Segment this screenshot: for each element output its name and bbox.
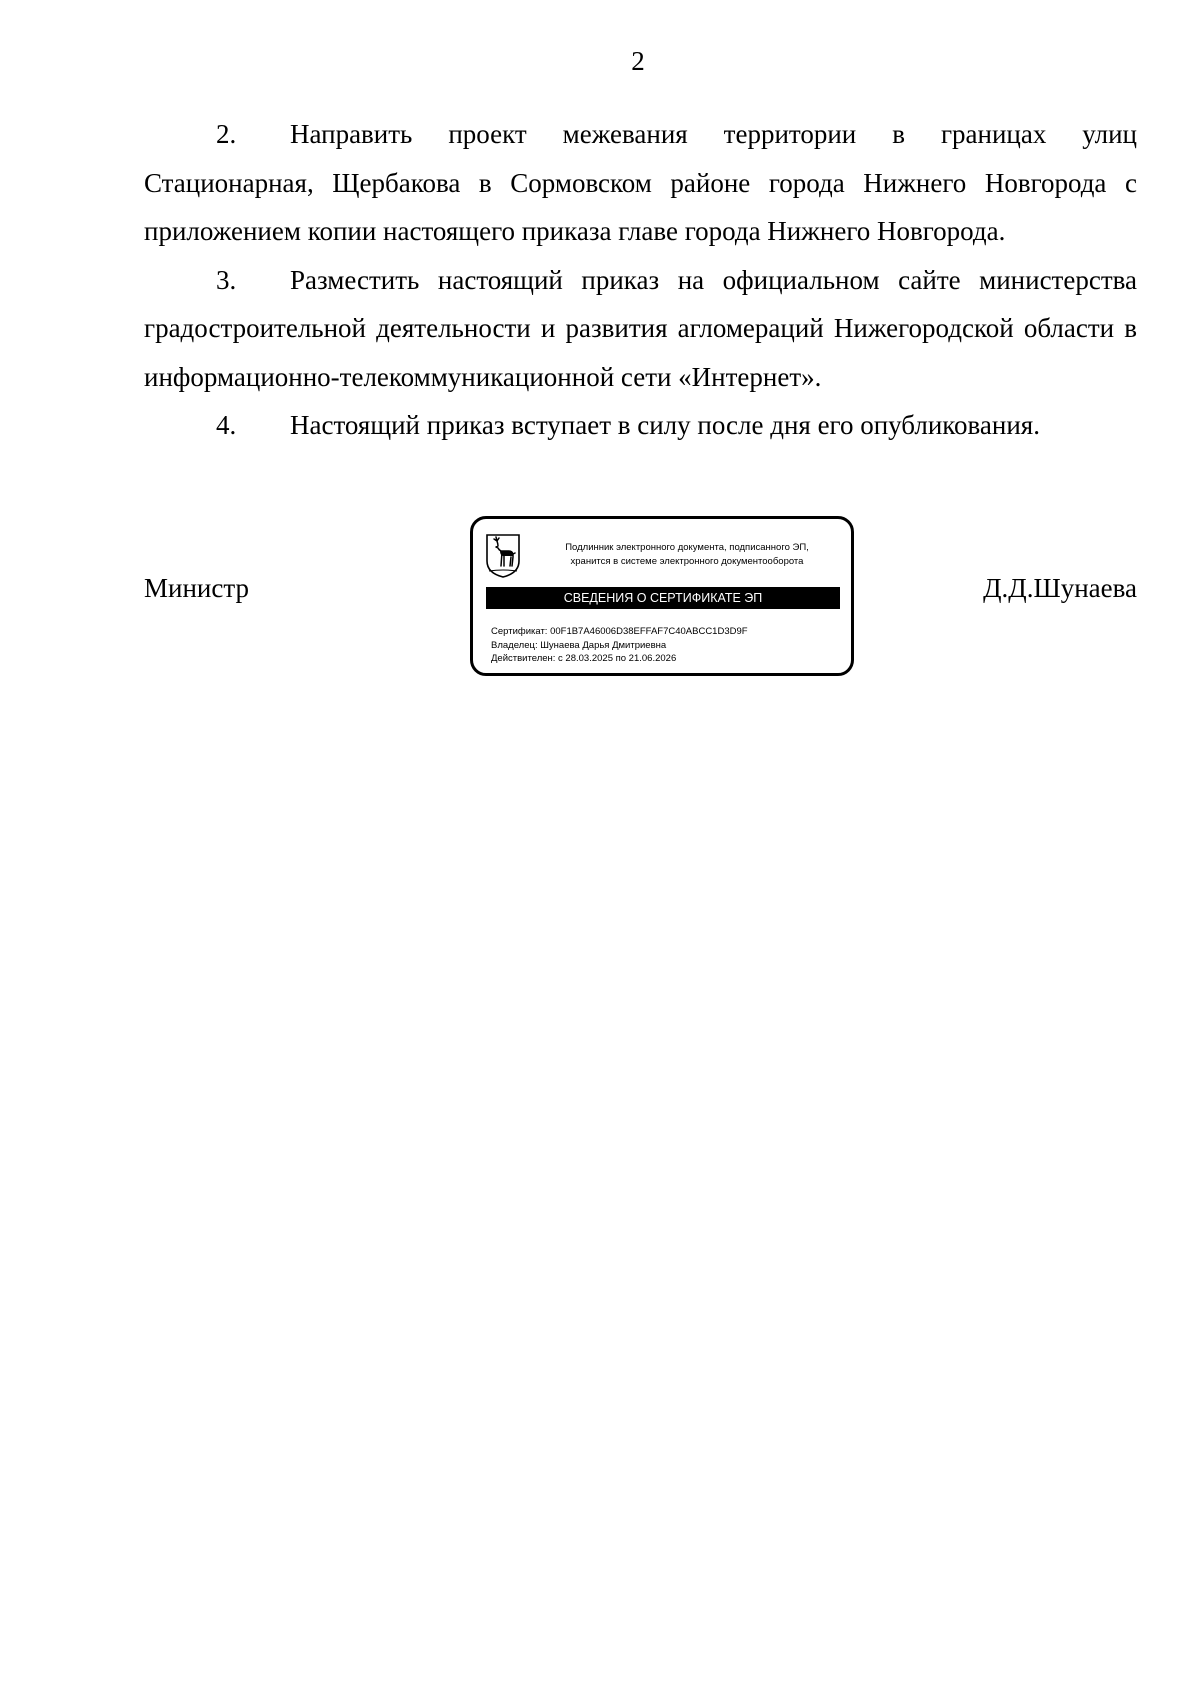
paragraph-2 — [144, 110, 1137, 256]
stamp-header — [529, 541, 845, 569]
page-number: 2 — [631, 46, 645, 76]
signer-position: Министр — [144, 573, 249, 603]
certificate-details — [491, 625, 748, 666]
electronic-signature-stamp — [470, 516, 854, 676]
stamp-header-line: хранится в системе электронного документооборота — [570, 556, 804, 567]
certificate-validity: Действителен: с 28.03.2025 по 21.06.2026 — [491, 653, 677, 664]
certificate-number: Сертификат: 00F1B7A46006D38EFFAF7C40ABCC1D3D9F — [491, 626, 748, 637]
deer-coat-of-arms-icon — [485, 533, 521, 579]
certificate-owner: Владелец: Шунаева Дарья Дмитриевна — [491, 639, 667, 651]
paragraph-text: Разместить настоящий приказ на официальном сайте министерства градостроительной деятельности и развития агломераций Нижегородской области в информационно-телекоммуникационной сети «Интернет». — [144, 264, 1137, 392]
paragraph-number: 4. — [216, 410, 237, 440]
paragraph-number: 2. — [216, 119, 237, 149]
signer-name: Д.Д.Шунаева — [983, 573, 1137, 603]
paragraph-text: Настоящий приказ вступает в силу после дня его опубликования. — [290, 410, 1040, 440]
paragraph-number: 3. — [216, 264, 237, 295]
stamp-header-line: Подлинник электронного документа, подписанного ЭП, — [565, 542, 809, 553]
paragraph-3 — [144, 256, 1137, 402]
paragraph-4 — [144, 401, 1137, 450]
certificate-title-bar: СВЕДЕНИЯ О СЕРТИФИКАТЕ ЭП — [486, 587, 840, 609]
document-body — [144, 110, 1137, 450]
paragraph-text: Направить проект межевания территории в границах улиц Стационарная, Щербакова в Сормовском районе города Нижнего Новгорода с приложением копии настоящего приказа главе города Нижнего Новгорода. — [144, 119, 1137, 246]
